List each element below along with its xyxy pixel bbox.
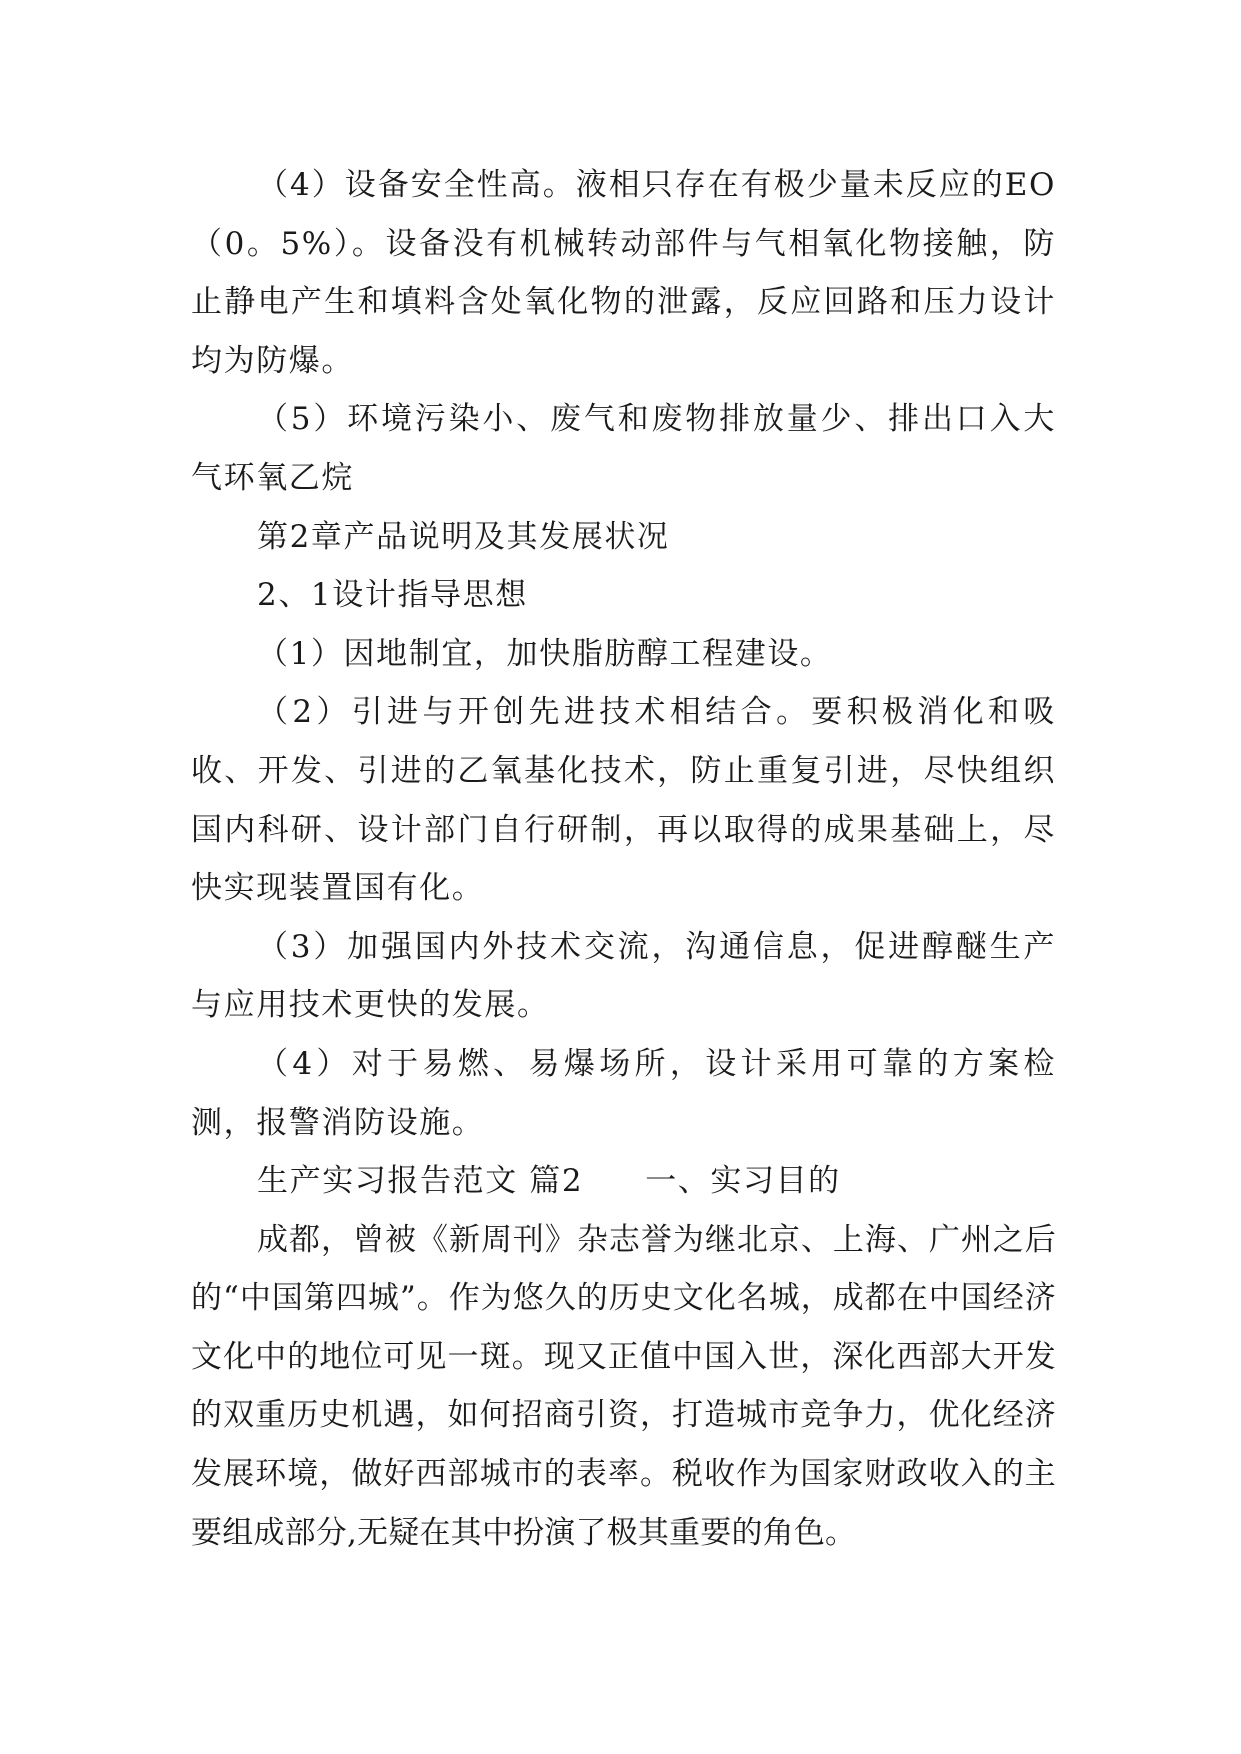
paragraph-exchange: （3）加强国内外技术交流，沟通信息，促进醇醚生产与应用技术更快的发展。 — [191, 928, 1056, 1024]
paragraph-fire-safety: （4）对于易燃、易爆场所，设计采用可靠的方案检测，报警消防设施。 — [191, 1045, 1056, 1141]
paragraph-equipment-safety: （4）设备安全性高。液相只存在有极少量未反应的EO（0。5%）。设备没有机械转动部件与气相氧化物接触，防止静电产生和填料含处氧化物的泄露，反应回路和压力设计均为防爆。 — [191, 167, 1056, 379]
paragraph-environment: （5）环境污染小、废气和废物排放量少、排出口入大气环氧乙烷 — [191, 401, 1056, 496]
paragraph-technology-introduction: （2）引进与开创先进技术相结合。要积极消化和吸收、开发、引进的乙氧基化技术，防止重复引进，尽快组织国内科研、设计部门自行研制，再以取得的成果基础上，尽快实现装置国有化。 — [191, 694, 1056, 907]
document-body — [191, 156, 1056, 1562]
report-subtitle: 一、实习目的 — [645, 1163, 841, 1200]
section-heading-design: 2、1设计指导思想 — [257, 577, 528, 614]
paragraph-chengdu: 成都，曾被《新周刊》杂志誉为继北京、上海、广州之后的“中国第四城”。作为悠久的历史文化名城，成都在中国经济文化中的地位可见一斑。现又正值中国入世，深化西部大开发的双重历史机遇，如何招商引资，打造城市竞争力，优化经济发展环境，做好西部城市的表率。税收作为国家财政收入的主要组成部分,无疑在其中扮演了极其重要的角色。 — [191, 1221, 1056, 1551]
chapter-heading: 第2章产品说明及其发展状况 — [257, 518, 670, 555]
report-section-heading — [191, 1152, 1056, 1211]
report-title: 生产实习报告范文 篇2 — [257, 1163, 584, 1200]
paragraph-local-conditions: （1）因地制宜，加快脂肪醇工程建设。 — [257, 635, 833, 672]
